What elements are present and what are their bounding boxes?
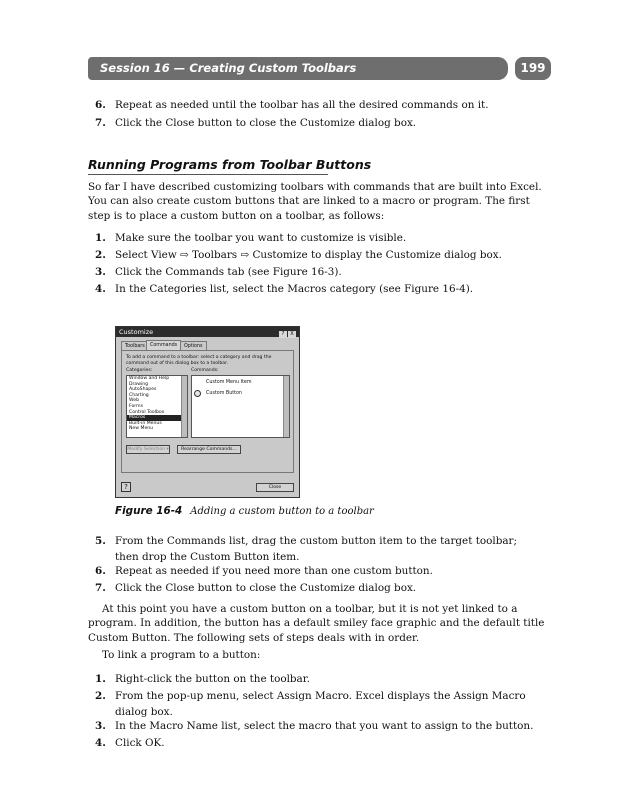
customize-dialog [115,326,300,498]
step-text: In the Categories list, select the Macros category (see Figure 16-4). [115,283,474,295]
step-text: Click the Close button to close the Customize dialog box. [115,582,417,594]
section-heading: Running Programs from Toolbar Buttons [88,157,328,175]
step-text: From the Commands list, drag the custom button item to the target toolbar; then drop the Custom Button item. [115,535,518,563]
list-item[interactable]: AutoShapes [129,387,157,393]
intro-paragraph: So far I have described customizing toolbars with commands that are built into Excel. You can also create custom buttons that are linked to a macro or program. The first step is to place a custom button on a toolbar, as follows: [88,181,542,222]
categories-list[interactable] [126,375,188,438]
scrollbar[interactable] [181,376,187,437]
header-title: Session 16 — Creating Custom Toolbars [100,61,357,75]
smiley-icon [194,390,201,397]
commands-list[interactable] [191,375,290,438]
dialog-instruction: To add a command to a toolbar: select a category and drag the command out of this dialog box to a toolbar. [126,355,272,366]
step-text: Click OK. [115,737,165,749]
tab-toolbars[interactable]: Toolbars [121,341,149,350]
list-item[interactable]: Web [129,398,140,404]
step-number: 6. [95,565,106,577]
caption-text: Adding a custom button to a toolbar [190,506,374,517]
commands-panel [121,350,294,473]
tab-options[interactable]: Options [180,341,207,350]
running-header [88,57,508,80]
step-text: Click the Commands tab (see Figure 16-3). [115,266,342,278]
close-button[interactable]: Close [256,483,294,492]
step-number: 6. [95,99,106,111]
list-item[interactable]: Built-in Menus [129,420,162,426]
step-number: 5. [95,535,106,547]
list-item[interactable]: Window and Help [129,376,170,381]
categories-label: Categories: [126,368,153,373]
step-number: 2. [95,690,106,702]
list-item[interactable]: Drawing [129,381,149,387]
figure-label: Figure 16-4 [115,505,183,517]
step-number: 3. [95,266,106,278]
step-number: 1. [95,232,106,244]
list-item-selected[interactable]: Macros [127,415,187,421]
command-item[interactable]: Custom Menu Item [206,380,252,385]
help-icon[interactable]: ? [121,482,131,492]
step-text: Repeat as needed until the toolbar has all the desired commands on it. [115,99,489,111]
step-number: 7. [95,117,106,129]
help-title-button[interactable]: ? [279,331,287,338]
step-number: 4. [95,737,106,749]
scrollbar[interactable] [283,376,289,437]
step-number: 1. [95,673,106,685]
page-number: 199 [515,57,551,80]
close-title-button[interactable]: X [288,331,296,338]
command-item[interactable]: Custom Button [206,391,242,396]
commands-label: Commands: [191,368,219,373]
step-text: In the Macro Name list, select the macro that you want to assign to the button. [115,720,534,732]
step-number: 4. [95,283,106,295]
step-number: 7. [95,582,106,594]
list-item[interactable]: New Menu [129,426,154,432]
list-item[interactable]: Charting [129,392,149,398]
list-item[interactable]: Forms [129,403,143,409]
modify-selection-button[interactable]: Modify Selection ▾ [127,447,169,452]
body-paragraph: To link a program to a button: [102,649,261,661]
dialog-title-bar [116,327,299,337]
step-text: Repeat as needed if you need more than one custom button. [115,565,433,577]
tab-commands[interactable]: Commands [146,340,181,350]
list-item[interactable]: Control Toolbox [129,409,165,415]
step-number: 2. [95,249,106,261]
step-text: Click the Close button to close the Customize dialog box. [115,117,417,129]
step-text: Make sure the toolbar you want to customize is visible. [115,232,407,244]
step-text: Right-click the button on the toolbar. [115,673,310,685]
step-text: From the pop-up menu, select Assign Macro. Excel displays the Assign Macro dialog box. [115,690,526,718]
dialog-title: Customize [119,328,154,336]
step-number: 3. [95,720,106,732]
body-paragraph: At this point you have a custom button on a toolbar, but it is not yet linked to a program. In addition, the button has a default smiley face graphic and the default title Custom Button. The following sets of steps deals with in order. [88,603,545,644]
rearrange-commands-button[interactable]: Rearrange Commands... [177,445,241,454]
step-text: Select View ⇨ Toolbars ⇨ Customize to display the Customize dialog box. [115,249,502,261]
figure-caption [115,505,374,517]
